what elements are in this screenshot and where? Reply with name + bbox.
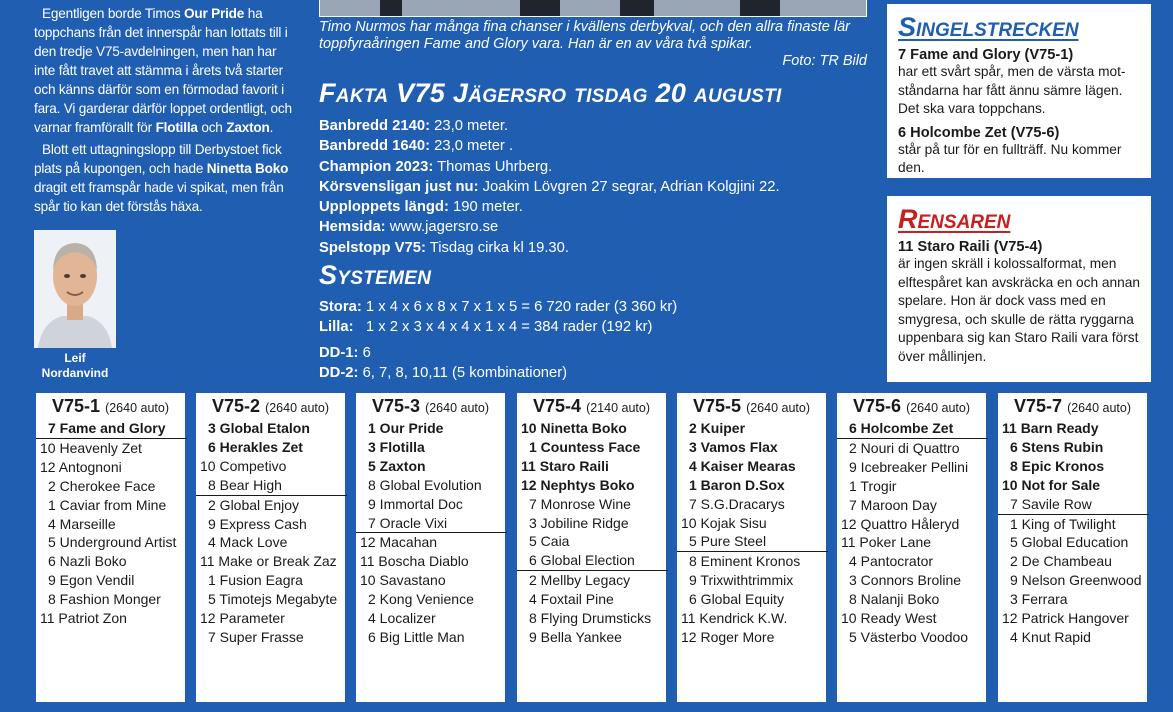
horse-entry: 6 Global Equity — [689, 591, 784, 608]
singel-text: står på tur för en fullträff. Nu kommer den. — [898, 141, 1122, 175]
author-portrait — [34, 230, 116, 348]
intro-paragraph-2 — [34, 140, 300, 216]
photo-detail — [520, 0, 560, 16]
race-name: V75-5 — [693, 396, 742, 416]
horse-entry: 7 Super Frasse — [208, 628, 304, 645]
horse-entry: 4 Kaiser Mearas — [689, 457, 796, 474]
intro-text-span: ha toppchans från det innerspår han lottats till i den tredje V75-avdelningen, men han har inte fått travet att stämma i årets två starter och känns därför som en förmodad favorit i fara. Vi garderar därför loppet ordentligt, och varnar framförallt för — [34, 6, 292, 135]
fakta-list — [319, 116, 879, 258]
system-value: 1 x 2 x 3 x 4 x 4 x 1 x 4 = 384 rader (192 kr) — [353, 319, 653, 335]
horse-name-highlight: Our Pride — [184, 6, 245, 21]
system-label: Stora: — [319, 299, 362, 315]
system-label: Lilla: — [319, 319, 354, 335]
race-column-v75-6 — [837, 393, 986, 702]
horse-entry: 5 Caia — [529, 533, 570, 550]
horse-entry: 6 Holcombe Zet — [837, 419, 988, 439]
race-header — [677, 395, 826, 419]
fakta-label: Banbredd 1640: — [319, 138, 431, 155]
fakta-label: Hemsida: — [319, 219, 386, 236]
horse-entry: 12 Parameter — [200, 610, 285, 627]
horse-entry: 3 Flotilla — [368, 438, 425, 455]
horse-entry: 10 Ninetta Boko — [521, 420, 627, 436]
race-distance: (2640 auto) — [105, 401, 169, 415]
horse-entry: 1 Baron D.Sox — [689, 476, 785, 493]
fakta-row — [319, 177, 879, 197]
horse-entry: 9 Egon Vendil — [48, 572, 135, 589]
horse-entry: 4 Foxtail Pine — [529, 591, 614, 608]
race-name: V75-1 — [52, 396, 101, 416]
race-header — [837, 395, 986, 419]
horse-entry: 12 Macahan — [360, 534, 438, 551]
singel-text: har ett svårt spår, men de värsta mot-ståndarna har fått ännu sämre lägen. Det ska vara toppchans. — [898, 64, 1126, 116]
horse-entry: 8 Flying Drumsticks — [529, 610, 652, 627]
horse-entry: 1 Our Pride — [368, 420, 444, 436]
rensaren-title: Rensaren — [898, 204, 1011, 234]
race-column-v75-2 — [196, 393, 345, 702]
fakta-row — [319, 136, 879, 156]
intro-text-span: . — [269, 120, 274, 135]
horse-entry: 9 Icebreaker Pellini — [849, 458, 969, 475]
intro-paragraph-1 — [34, 4, 300, 137]
horse-entry: 9 Express Cash — [208, 515, 307, 532]
horse-entry: 11 Poker Lane — [841, 534, 932, 551]
fakta-row — [319, 197, 879, 217]
horse-entry: 11 Staro Raili — [521, 457, 609, 474]
singelstrecken-box — [887, 4, 1151, 178]
horse-entry: 1 Trogir — [849, 477, 897, 494]
horse-entry: 4 Pantocrator — [849, 553, 934, 570]
horse-entry: 10 Heavenly Zet — [40, 439, 142, 456]
horse-entry: 2 Nouri di Quattro — [849, 439, 960, 456]
fakta-row — [319, 157, 879, 177]
race-column-v75-1 — [36, 393, 185, 702]
horse-entry: 10 Savastano — [360, 572, 446, 589]
horse-entry: 9 Nelson Greenwood — [1010, 572, 1142, 589]
horse-entry: 8 Global Evolution — [368, 476, 482, 493]
horse-name-highlight: Zaxton — [226, 120, 270, 135]
caption-text: Timo Nurmos har många fina chanser i kvällens derbykval, och den allra finaste lär toppfyraåringen Fame and Glory vara. Han är en av våra två spikar. — [319, 19, 850, 52]
photo-caption — [319, 19, 867, 70]
horse-entry: 1 Caviar from Mine — [48, 496, 167, 513]
fakta-value: 23,0 meter . — [430, 138, 514, 155]
intro-text-span: och — [197, 120, 227, 135]
singelstrecken-title: Singelstrecken — [898, 12, 1079, 42]
fakta-value: Tisdag cirka kl 19.30. — [425, 239, 569, 256]
horse-entry: 9 Immortal Doc — [368, 495, 463, 512]
horse-entry: 12 Quattro Håleryd — [841, 515, 960, 532]
horse-entry: 11 Kendrick K.W. — [681, 610, 788, 627]
horse-entry: 3 Vamos Flax — [689, 438, 778, 455]
horse-name-highlight: Flotilla — [155, 120, 198, 135]
singelstrecken-items — [898, 47, 1140, 178]
horse-entry: 12 Roger More — [681, 628, 775, 645]
horse-entry: 7 Savile Row — [998, 495, 1149, 515]
horse-entry: 10 Kojak Sisu — [681, 514, 767, 531]
dd-value: 6 — [358, 345, 371, 361]
race-distance: (2640 auto) — [746, 401, 810, 415]
horse-entry: 11 Make or Break Zaz — [200, 553, 337, 570]
horse-entry: 3 Ferrara — [1010, 591, 1068, 608]
systemen-list — [319, 297, 879, 383]
race-column-v75-5 — [677, 393, 826, 702]
race-column-v75-3 — [356, 393, 505, 702]
dd-value: 6, 7, 8, 10,11 (5 kombinationer) — [358, 365, 568, 381]
horse-entry: 10 Not for Sale — [1002, 476, 1101, 493]
fakta-value: Joakim Lövgren 27 segrar, Adrian Kolgjini 22. — [478, 178, 780, 195]
system-row — [319, 317, 879, 337]
fakta-value: www.jagersro.se — [385, 219, 499, 236]
intro-text-span: Blott ett uttagningslopp till Derbystoet fick plats på kupongen, och hade — [34, 142, 282, 176]
horse-entry: 3 Connors Broline — [849, 572, 962, 589]
fakta-label: Champion 2023: — [319, 158, 434, 175]
horse-entry: 5 Timotejs Megabyte — [208, 591, 338, 608]
horse-entry: 8 Fashion Monger — [48, 591, 161, 608]
horse-entry: 11 Boscha Diablo — [360, 553, 469, 570]
horse-entry: 9 Trixwithtrimmix — [689, 572, 794, 589]
rensaren-box — [887, 196, 1151, 382]
race-distance: (2640 auto) — [1067, 401, 1131, 415]
race-column-v75-7 — [998, 393, 1147, 702]
intro-text-span: Egentligen borde Timos — [42, 6, 184, 21]
fakta-row — [319, 116, 879, 136]
horse-entry: 2 Global Enjoy — [208, 496, 300, 513]
horse-entry: 6 Nazli Boko — [48, 553, 127, 570]
horse-entry: 3 Jobiline Ridge — [529, 514, 629, 531]
horse-entry: 4 Mack Love — [208, 534, 288, 551]
race-name: V75-7 — [1014, 396, 1063, 416]
horse-entry: 6 Herakles Zet — [208, 438, 303, 455]
horse-entry: 11 Patriot Zon — [40, 610, 127, 627]
horse-entry: 6 Stens Rubin — [1010, 438, 1104, 455]
horse-entry: 1 Fusion Eagra — [208, 572, 303, 589]
rensaren-horse: 11 Staro Raili (V75-4) — [898, 239, 1043, 255]
horse-entry: 12 Antognoni — [40, 458, 122, 475]
horse-entry: 2 Mellby Legacy — [529, 572, 631, 589]
race-name: V75-3 — [372, 396, 421, 416]
horse-entry: 2 Kong Venience — [368, 591, 474, 608]
race-name: V75-6 — [853, 396, 902, 416]
intro-text-span: dragit ett framspår hade vi spikat, men från spår tio kan det förstås häxa. — [34, 180, 284, 214]
horse-entry: 12 Nephtys Boko — [521, 476, 635, 493]
horse-entry: 4 Localizer — [368, 610, 436, 627]
horse-entry: 7 Maroon Day — [849, 496, 937, 513]
system-value: 1 x 4 x 6 x 8 x 7 x 1 x 5 = 6 720 rader (3 360 kr) — [361, 299, 678, 315]
fakta-label: Banbredd 2140: — [319, 118, 431, 134]
system-row — [319, 297, 879, 317]
race-header — [36, 395, 185, 419]
horse-entry: 12 Patrick Hangover — [1002, 610, 1129, 627]
horse-entry: 9 Bella Yankee — [529, 628, 622, 645]
horse-entry: 5 Underground Artist — [48, 534, 177, 551]
rensaren-text: är ingen skräll i kolossalformat, men elftespåret kan avskräcka en och annan spelare. Hon är dock vass med en smygresa, och skulle de rätta ryggarna uppenbara sig kan Staro Raili vara först över mållinjen. — [898, 256, 1140, 364]
horse-entry: 1 King of Twilight — [1010, 515, 1116, 532]
dd-row — [319, 363, 879, 383]
horse-entry: 6 Global Election — [517, 551, 668, 571]
race-name: V75-4 — [533, 396, 582, 416]
horse-entry: 2 De Chambeau — [1010, 553, 1112, 570]
fakta-title: Fakta V75 Jägersro tisdag 20 augusti — [319, 78, 782, 108]
race-column-v75-4 — [517, 393, 666, 702]
horse-entry: 5 Västerbo Voodoo — [849, 628, 969, 645]
horse-entry: 6 Big Little Man — [368, 628, 465, 645]
race-distance: (2140 auto) — [586, 401, 650, 415]
dd-label: DD-2: — [319, 365, 359, 381]
fakta-value: Thomas Uhrberg. — [433, 158, 553, 175]
author-first-name: Leif — [64, 351, 86, 365]
horse-entry: 2 Kuiper — [689, 420, 746, 436]
photo-detail — [620, 0, 654, 16]
horse-entry: 7 Fame and Glory — [36, 419, 187, 439]
author-name — [34, 351, 116, 381]
fakta-label: Spelstopp V75: — [319, 239, 426, 256]
race-name: V75-2 — [212, 396, 261, 416]
systemen-title: Systemen — [319, 260, 432, 290]
horse-entry: 3 Global Etalon — [208, 420, 310, 436]
photo-detail — [380, 0, 402, 16]
dd-row — [319, 343, 879, 363]
photo-credit: Foto: TR Bild — [782, 53, 867, 69]
horse-entry: 4 Marseille — [48, 515, 116, 532]
horse-entry: 8 Bear High — [196, 476, 347, 496]
race-header — [998, 395, 1147, 419]
horse-entry: 4 Knut Rapid — [1010, 628, 1091, 645]
horse-entry: 2 Cherokee Face — [48, 477, 156, 494]
singel-horse: 6 Holcombe Zet (V75-6) — [898, 124, 1060, 141]
horse-name-highlight: Ninetta Boko — [206, 161, 289, 176]
fakta-value: 23,0 meter. — [430, 118, 509, 134]
horse-entry: 1 Countess Face — [529, 438, 641, 455]
horse-entry: 7 S.G.Dracarys — [689, 495, 785, 512]
horse-entry: 5 Global Education — [1010, 534, 1129, 551]
horse-entry: 11 Barn Ready — [1002, 420, 1099, 436]
race-header — [517, 395, 666, 419]
horse-entry: 8 Nalanji Boko — [849, 591, 940, 608]
race-columns — [36, 393, 1149, 702]
horse-entry: 8 Epic Kronos — [1010, 457, 1105, 474]
singel-horse: 7 Fame and Glory (V75-1) — [898, 47, 1074, 63]
race-distance: (2640 auto) — [425, 401, 489, 415]
fakta-label: Upploppets längd: — [319, 199, 449, 216]
fakta-value: 190 meter. — [448, 199, 523, 216]
race-distance: (2640 auto) — [265, 401, 329, 415]
fakta-row — [319, 217, 879, 237]
horse-entry: 10 Ready West — [841, 610, 937, 627]
race-header — [356, 395, 505, 419]
fakta-row — [319, 238, 879, 258]
photo-detail — [740, 0, 780, 16]
race-photo — [319, 0, 867, 17]
fakta-label: Körsvensligan just nu: — [319, 178, 479, 195]
dd-label: DD-1: — [319, 345, 359, 361]
race-distance: (2640 auto) — [906, 401, 970, 415]
horse-entry: 5 Pure Steel — [677, 532, 828, 552]
horse-entry: 7 Oracle Vixi — [356, 514, 507, 534]
race-header — [196, 395, 345, 419]
author-last-name: Nordanvind — [41, 366, 109, 380]
horse-entry: 7 Monrose Wine — [529, 495, 631, 512]
horse-entry: 5 Zaxton — [368, 457, 426, 474]
intro-text — [34, 4, 300, 216]
horse-entry: 10 Competivo — [200, 457, 287, 474]
horse-entry: 8 Eminent Kronos — [689, 553, 801, 570]
